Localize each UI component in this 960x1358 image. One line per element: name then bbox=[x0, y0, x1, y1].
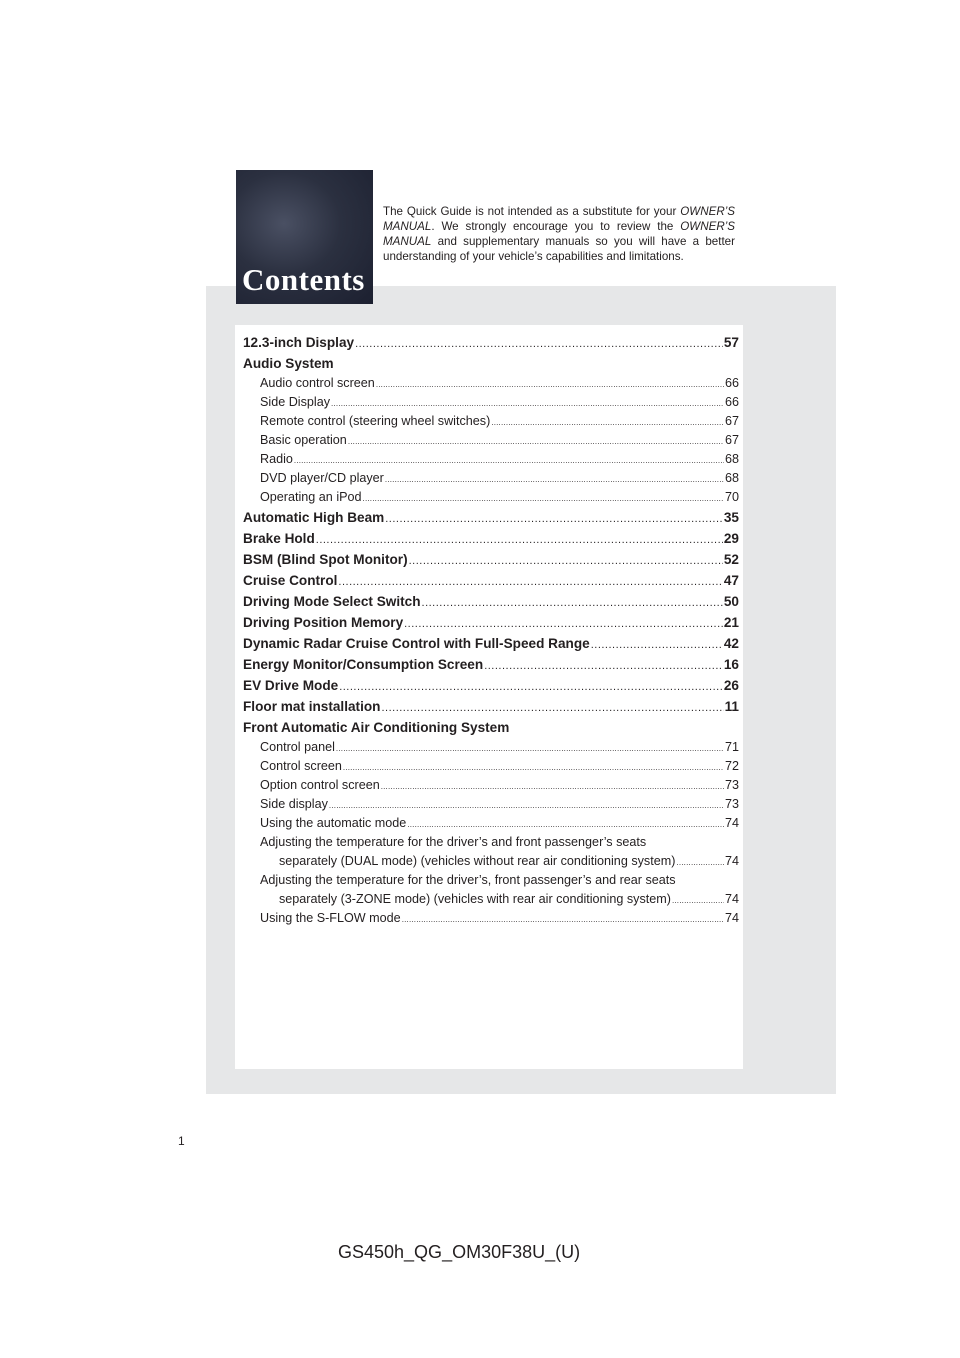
leader-dots bbox=[338, 572, 722, 591]
leader-dots bbox=[672, 891, 724, 909]
toc-entry[interactable] bbox=[243, 332, 739, 353]
leader-dots bbox=[381, 777, 724, 795]
toc-subentry[interactable]: Control panel ..... 71 bbox=[243, 738, 739, 757]
leader-dots bbox=[294, 451, 724, 469]
leader-dots bbox=[484, 656, 723, 675]
toc-section-heading: Front Automatic Air Conditioning System bbox=[243, 720, 510, 735]
toc-entry[interactable]: Dynamic Radar Cruise Control with Full-Speed Range ..... 42 bbox=[243, 633, 739, 654]
toc-entry[interactable]: Cruise Control ..... 47 bbox=[243, 570, 739, 591]
toc-page-number: 57 bbox=[723, 335, 739, 350]
leader-dots bbox=[409, 551, 723, 570]
toc-subentry-dual-mode[interactable]: Adjusting the temperature for the driver’s and front passenger’s seats separately (DUAL mode) (vehicles without rear air conditioning system) ..... 74 bbox=[243, 833, 739, 871]
toc-subentry[interactable]: Operating an iPod ..... 70 bbox=[243, 488, 739, 507]
toc-entry[interactable]: Driving Position Memory ..... 21 bbox=[243, 612, 739, 633]
leader-dots bbox=[348, 432, 724, 450]
toc-entry[interactable]: Floor mat installation ..... 11 bbox=[243, 696, 739, 717]
leader-dots bbox=[385, 509, 723, 528]
page-number: 1 bbox=[178, 1134, 185, 1148]
manual-name: OWNER’S MANUAL bbox=[383, 205, 735, 233]
leader-dots bbox=[363, 489, 724, 507]
leader-dots bbox=[422, 593, 723, 612]
toc-subentry[interactable]: Remote control (steering wheel switches) ..... 67 bbox=[243, 412, 739, 431]
leader-dots bbox=[316, 530, 723, 549]
manual-name: OWNER’S MANUAL bbox=[383, 220, 735, 248]
leader-dots bbox=[329, 796, 724, 814]
leader-dots bbox=[339, 677, 723, 696]
toc-entry[interactable]: BSM (Blind Spot Monitor) ..... 52 bbox=[243, 549, 739, 570]
leader-dots bbox=[381, 698, 723, 717]
toc-subentry[interactable]: DVD player/CD player ..... 68 bbox=[243, 469, 739, 488]
toc-subentry-3zone-mode[interactable]: Adjusting the temperature for the driver’s, front passenger’s and rear seats separately (3-ZONE mode) (vehicles with rear air conditioning system) ..... 74 bbox=[243, 871, 739, 909]
leader-dots bbox=[331, 394, 724, 412]
leader-dots bbox=[676, 853, 724, 871]
toc-entry[interactable]: Energy Monitor/Consumption Screen ..... 16 bbox=[243, 654, 739, 675]
leader-dots bbox=[376, 375, 724, 393]
leader-dots bbox=[336, 739, 724, 757]
leader-dots bbox=[402, 910, 724, 928]
table-of-contents bbox=[243, 332, 739, 928]
toc-subentry[interactable]: Using the S-FLOW mode ..... 74 bbox=[243, 909, 739, 928]
toc-subentry[interactable]: Basic operation ..... 67 bbox=[243, 431, 739, 450]
leader-dots bbox=[343, 758, 724, 776]
toc-entry-label: 12.3-inch Display bbox=[243, 335, 355, 350]
leader-dots bbox=[591, 635, 723, 654]
toc-entry[interactable]: Driving Mode Select Switch ..... 50 bbox=[243, 591, 739, 612]
leader-dots bbox=[404, 614, 723, 633]
leader-dots bbox=[491, 413, 724, 431]
toc-entry[interactable]: EV Drive Mode ..... 26 bbox=[243, 675, 739, 696]
document-code: GS450h_QG_OM30F38U_(U) bbox=[338, 1242, 581, 1262]
page-title: Contents bbox=[242, 262, 365, 297]
leader-dots bbox=[385, 470, 724, 488]
toc-entry[interactable]: Brake Hold ..... 29 bbox=[243, 528, 739, 549]
toc-subentry[interactable]: Control screen ..... 72 bbox=[243, 757, 739, 776]
toc-subentry[interactable]: Radio ..... 68 bbox=[243, 450, 739, 469]
disclaimer-text: The Quick Guide is not intended as a substitute for your OWNER’S MANUAL. We strongly encourage you to review the OWNER’S MANUAL and supplementary manuals so you will have a better understanding of your vehicle’s capabilities and limitations. bbox=[383, 205, 735, 263]
toc-subentry[interactable]: Side display ..... 73 bbox=[243, 795, 739, 814]
toc-section-heading: Audio System bbox=[243, 356, 334, 371]
toc-entry[interactable]: Automatic High Beam ..... 35 bbox=[243, 507, 739, 528]
toc-subentry[interactable]: Side Display ..... 66 bbox=[243, 393, 739, 412]
toc-subentry[interactable]: Option control screen ..... 73 bbox=[243, 776, 739, 795]
leader-dots bbox=[407, 815, 724, 833]
leader-dots bbox=[355, 334, 723, 353]
toc-subentry[interactable]: Audio control screen ..... 66 bbox=[243, 374, 739, 393]
toc-subentry[interactable]: Using the automatic mode ..... 74 bbox=[243, 814, 739, 833]
